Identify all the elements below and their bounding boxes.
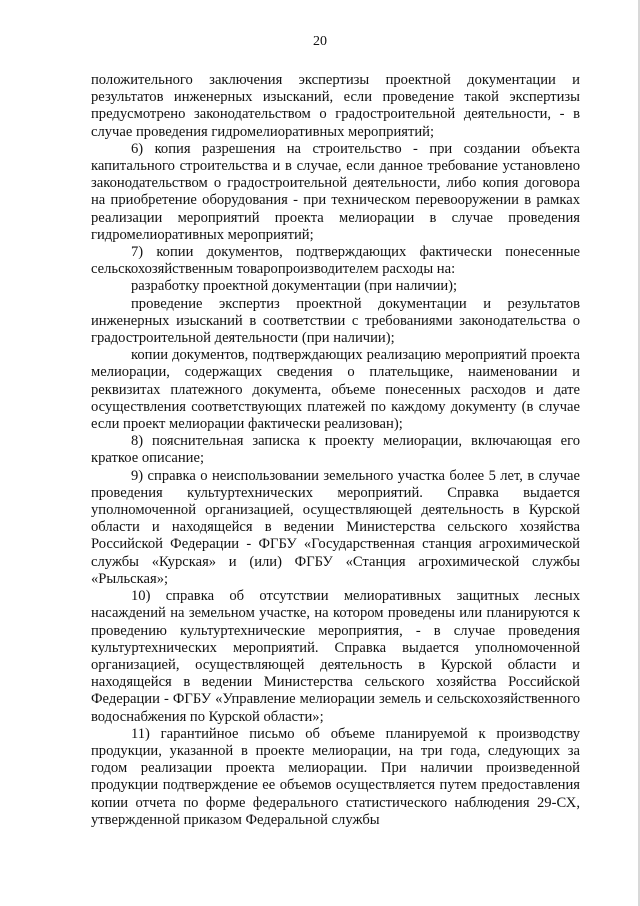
paragraph: копии документов, подтверждающих реализацию мероприятий проекта мелиорации, содержащих сведения о плательщике, наименовании и реквизитах платежного документа, объеме понесенных расходов и дате осуществления соответствующих платежей по каждому документу (в случае если проект мелиорации фактически реализован); — [91, 347, 580, 433]
paragraph: 10) справка об отсутствии мелиоративных защитных лесных насаждений на земельном участке, на котором проведены или планируются к проведению культуртехнические мероприятия, - в случае проведения культуртехнических мероприятий. Справка выдается уполномоченной организацией, осуществляющей деятельность в Курской области и находящейся в ведении Министерства сельского хозяйства Российской Федерации - ФГБУ «Управление мелиорации земель и сельскохозяйственного водоснабжения по Курской области»; — [91, 588, 580, 725]
paragraph: проведение экспертиз проектной документации и результатов инженерных изысканий в соответствии с требованиями законодательства о градостроительной деятельности (при наличии); — [91, 295, 580, 347]
paragraph: 9) справка о неиспользовании земельного участка более 5 лет, в случае проведения культуртехнических мероприятий. Справка выдается уполномоченной организацией, осуществляющей деятельность в Курской области и находящейся в ведении Министерства сельского хозяйства Российской Федерации - ФГБУ «Государственная станция агрохимической службы «Курская» и (или) ФГБУ «Станция агрохимической службы «Рыльская»; — [91, 467, 580, 587]
paragraph: 7) копии документов, подтверждающих фактически понесенные сельскохозяйственным товаропроизводителем расходы на: — [91, 244, 580, 278]
paragraph: 6) копия разрешения на строительство - при создании объекта капитального строительства и в случае, если данное требование установлено законодательством о градостроительной деятельности, либо копия договора на приобретение оборудования - при техническом перевооружении в рамках реализации мероприятий проекта мелиорации в случае проведения гидромелиоративных мероприятий; — [91, 140, 580, 243]
body-text — [91, 72, 580, 829]
paragraph: 8) пояснительная записка к проекту мелиорации, включающая его краткое описание; — [91, 433, 580, 467]
paragraph: положительного заключения экспертизы проектной документации и результатов инженерных изысканий, если проведение такой экспертизы предусмотрено законодательством о градостроительной деятельности, - в случае проведения гидромелиоративных мероприятий; — [91, 72, 580, 140]
paragraph: 11) гарантийное письмо об объеме планируемой к производству продукции, указанной в проекте мелиорации, на три года, следующих за годом реализации проекта мелиорации. При наличии произведенной продукции подтверждение ее объемов осуществляется путем предоставления копии отчета по форме федерального статистического наблюдения 29-СХ, утвержденной приказом Федеральной службы — [91, 725, 580, 828]
paragraph: разработку проектной документации (при наличии); — [131, 278, 458, 295]
page-number: 20 — [313, 34, 327, 49]
